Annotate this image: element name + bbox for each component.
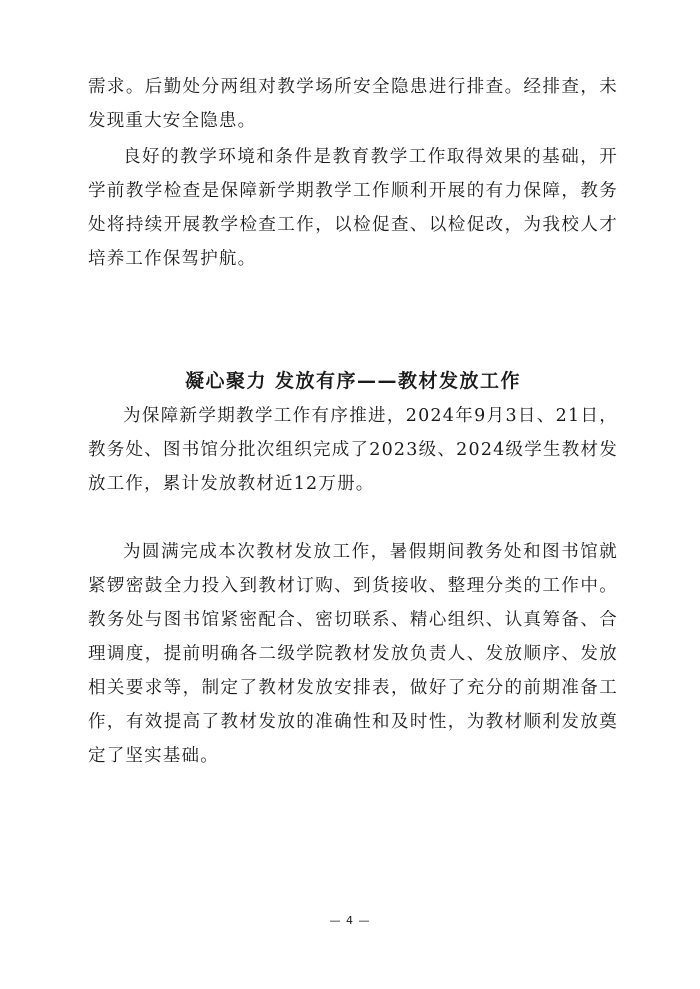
paragraph-text: 为保障新学期教学工作有序推进，2024年9月3日、21日，教务处、图书馆分批次组织完成了2023级、2024级学生教材发放工作，累计发放教材近12万册。 [88,406,618,494]
paragraph-text: 为圆满完成本次教材发放工作，暑假期间教务处和图书馆就紧锣密鼓全力投入到教材订购、到货接收、整理分类的工作中。教务处与图书馆紧密配合、密切联系、精心组织、认真筹备、合理调度，提前明确各二级学院教材发放负责人、发放顺序、发放相关要求等，制定了教材发放安排表，做好了充分的前期准备工作，有效提高了教材发放的准确性和及时性，为教材顺利发放奠定了坚实基础。 [88,542,618,766]
paragraph-text: 需求。后勤处分两组对教学场所安全隐患进行排查。经排查，未发现重大安全隐患。 [88,77,618,131]
paragraph-teaching-inspection [88,140,618,276]
paragraph-text: 良好的教学环境和条件是教育教学工作取得效果的基础，开学前教学检查是保障新学期教学工作顺利开展的有力保障，教务处将持续开展教学检查工作，以检促查、以检促改，为我校人才培养工作保驾护航。 [88,147,618,269]
page-number: — 4 — [329,914,371,927]
section-title: 凝心聚力 发放有序——教材发放工作 [184,370,522,392]
paragraph-continuation [88,70,618,138]
paragraph-textbook-distribution [88,399,618,501]
paragraph-preparation [88,535,618,773]
